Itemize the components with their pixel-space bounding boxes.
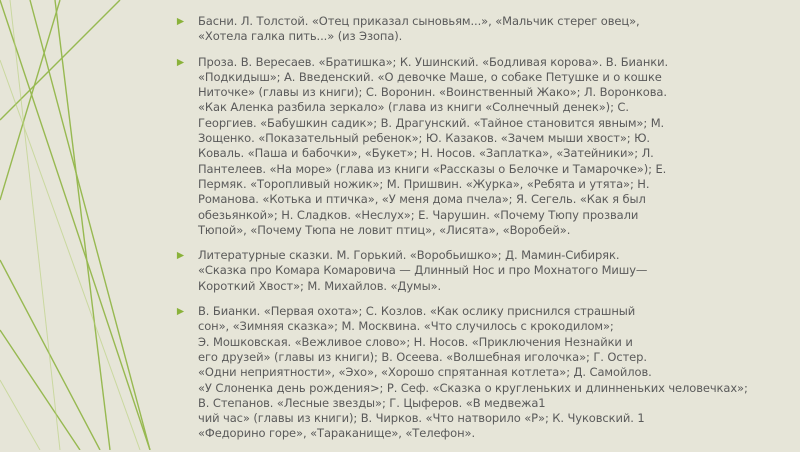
list-item — [198, 304, 758, 442]
list-item — [198, 14, 758, 45]
triangle-bullet-icon — [176, 307, 185, 316]
decorative-lines — [0, 0, 160, 450]
list-item — [198, 55, 758, 239]
bullet-list — [198, 14, 758, 452]
paragraph-other-works: В. Бианки. «Первая охота»; С. Козлов. «Как ослику приснился страшный сон», «Зимняя сказка»; М. Москвина. «Что случилось с крокодилом»; Э. Мошковская. «Вежливое слово»; Н. Носов. «Приключения Незнайки и его друзей» (главы из книги); В. Осеева. «Волшебная иголочка»; Г. Остер. «Одни неприятности», «Эхо», «Хорошо спрятанная котлета»; Д. Самойлов. «У Слоненка день рождения>; Р. Сеф. «Сказка о кругленьких и длинненьких человечках»; В. Степанов. «Лесные звезды»; Г. Цыферов. «В медвежа1 чий час» (главы из книги); В. Чирков. «Что натворило «Р»; К. Чуковский. 1 «Федорино горе», «Тараканище», «Телефон». — [198, 304, 748, 441]
list-item — [198, 248, 758, 294]
paragraph-prose: Проза. В. Вересаев. «Братишка»; К. Ушинский. «Бодливая корова». В. Бианки. «Подкидыш»; А. Введенский. «О девочке Маше, о собаке Петушке и о кошке Ниточке» (главы из книги); С. Воронин. «Воинственный Жако»; Л. Воронкова. «Как Аленка разбила зеркало» (глава из книги «Солнечный денек»); С. Георгиев. «Бабушкин садик»; В. Драгунский. «Тайное становится явным»; М. Зощенко. «Показательный ребенок»; Ю. Казаков. «Зачем мыши хвост»; Ю. Коваль. «Паша и бабочки», «Букет»; Н. Носов. «Заплатка», «Затейники»; Л. Пантелеев. «На море» (глава из книги «Рассказы о Белочке и Тамарочке»); Е. Пермяк. «Торопливый ножик»; М. Пришвин. «Журка», «Ребята и утята»; Н. Романова. «Котька и птичка», «У меня дома пчела»; Я. Сегель. «Как я был обезьянкой»; Н. Сладков. «Неслух»; Е. Чарушин. «Почему Тюпу прозвали Тюпой», «Почему Тюпа не ловит птиц», «Лисята», «Воробей». — [198, 54, 669, 237]
paragraph-literary-tales: Литературные сказки. М. Горький. «Воробьишко»; Д. Мамин-Сибиряк. «Сказка про Комара Комаровича — Длинный Нос и про Мохнатого Мишу— Короткий Хвост»; М. Михайлов. «Думы». — [198, 248, 648, 293]
paragraph-fables: Басни. Л. Толстой. «Отец приказал сыновьям...», «Мальчик стерег овец», «Хотела галка пить...» (из Эзопа). — [198, 14, 640, 44]
triangle-bullet-icon — [176, 251, 185, 260]
triangle-bullet-icon — [176, 17, 185, 26]
triangle-bullet-icon — [176, 58, 185, 67]
